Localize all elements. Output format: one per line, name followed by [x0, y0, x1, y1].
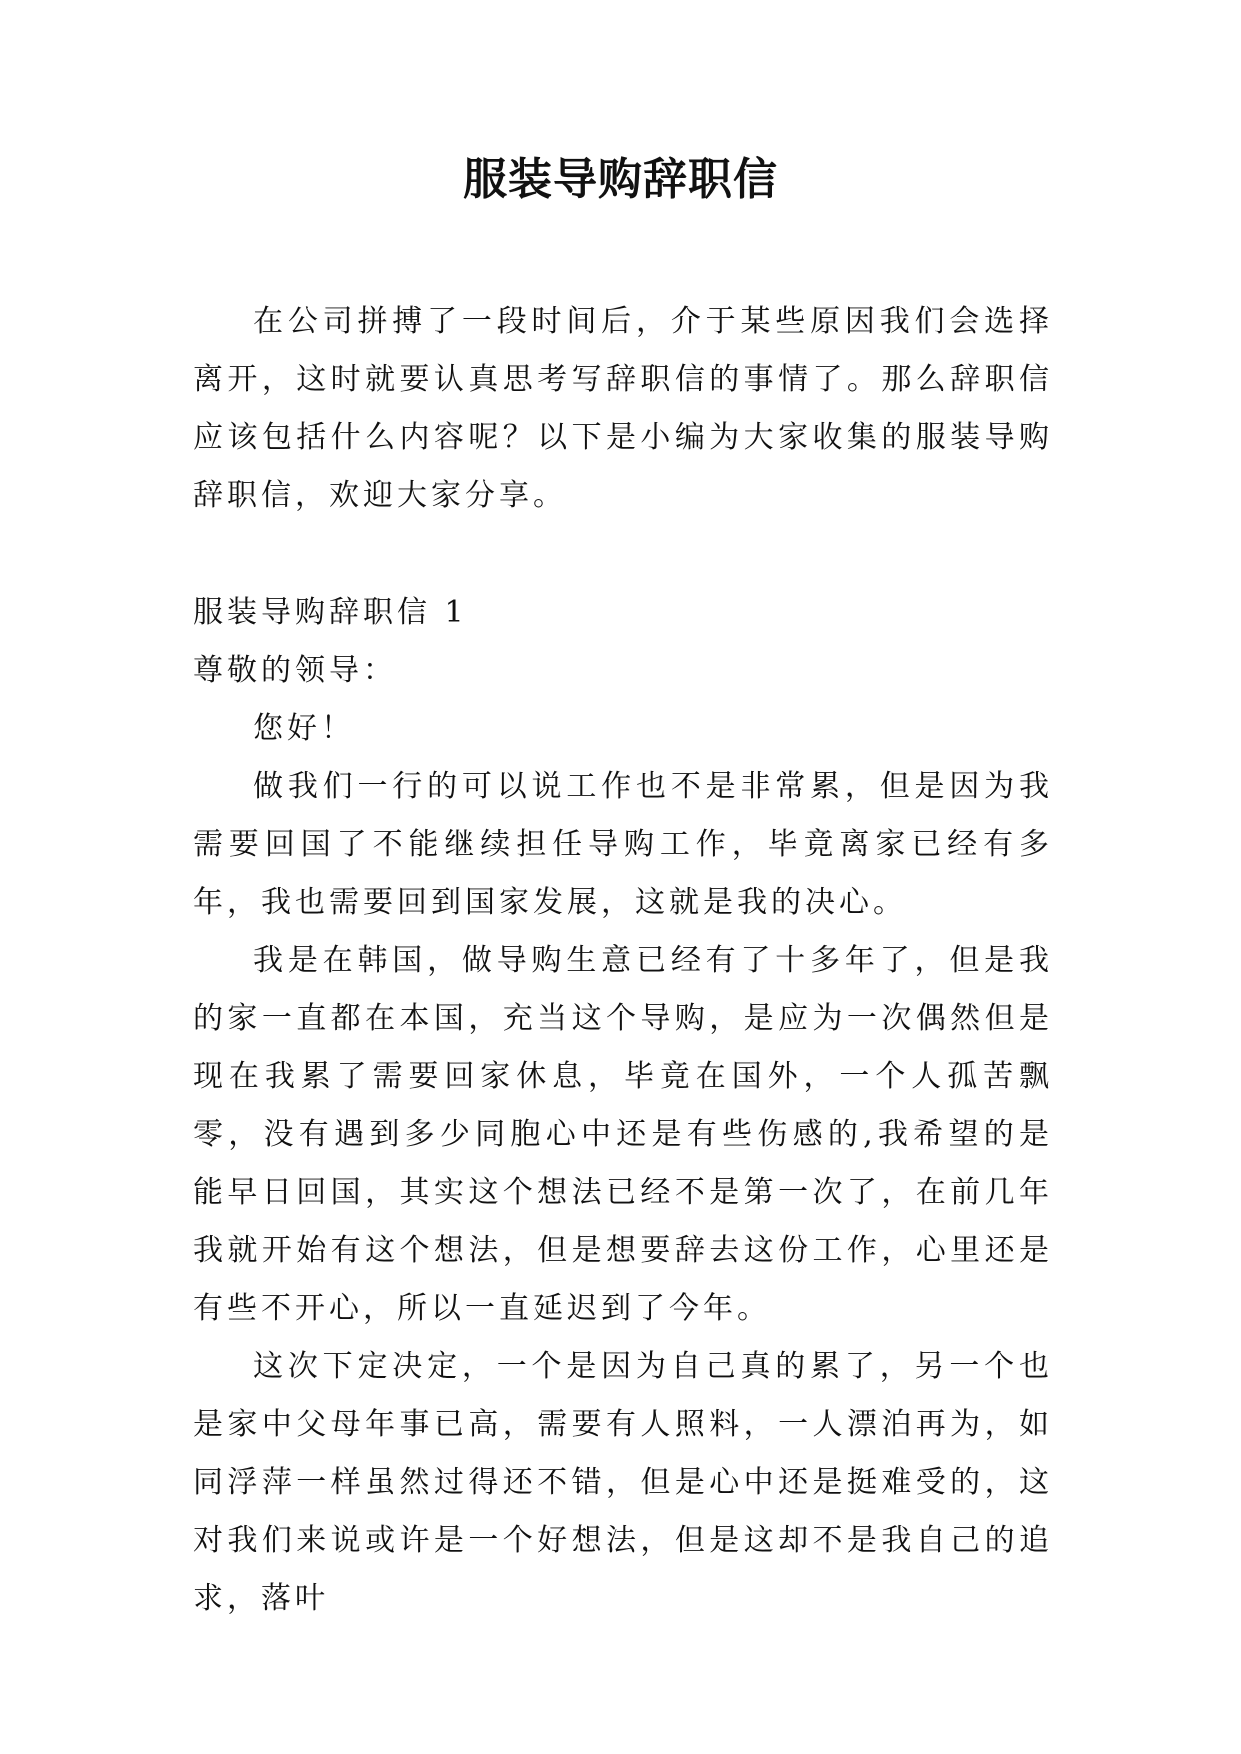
- greeting: 您好！: [253, 711, 355, 746]
- letter-heading: 服装导购辞职信 1: [193, 595, 468, 630]
- intro-paragraph: 在公司拼搏了一段时间后，介于某些原因我们会选择离开，这时就要认真思考写辞职信的事情了。那么辞职信应该包括什么内容呢？以下是小编为大家收集的服装导购辞职信，欢迎大家分享。: [193, 304, 1053, 513]
- document-title: 服装导购辞职信: [463, 154, 778, 205]
- intro-section: [193, 293, 1053, 525]
- letter-section: [193, 584, 1053, 1628]
- letter-paragraph: 我是在韩国，做导购生意已经有了十多年了，但是我的家一直都在本国，充当这个导购，是应为一次偶然但是现在我累了需要回家休息，毕竟在国外，一个人孤苦飘零，没有遇到多少同胞心中还是有些伤感的,我希望的是能早日回国，其实这个想法已经不是第一次了，在前几年我就开始有这个想法，但是想要辞去这份工作，心里还是有些不开心，所以一直延迟到了今年。: [193, 943, 1053, 1326]
- salutation: 尊敬的领导：: [193, 653, 397, 688]
- letter-paragraph: 这次下定决定，一个是因为自己真的累了，另一个也是家中父母年事已高，需要有人照料，一人漂泊再为，如同浮萍一样虽然过得还不错，但是心中还是挺难受的，这对我们来说或许是一个好想法，但是这却不是我自己的追求，落叶: [193, 1349, 1053, 1616]
- letter-paragraph: 做我们一行的可以说工作也不是非常累，但是因为我需要回国了不能继续担任导购工作，毕竟离家已经有多年，我也需要回到国家发展，这就是我的决心。: [193, 769, 1053, 920]
